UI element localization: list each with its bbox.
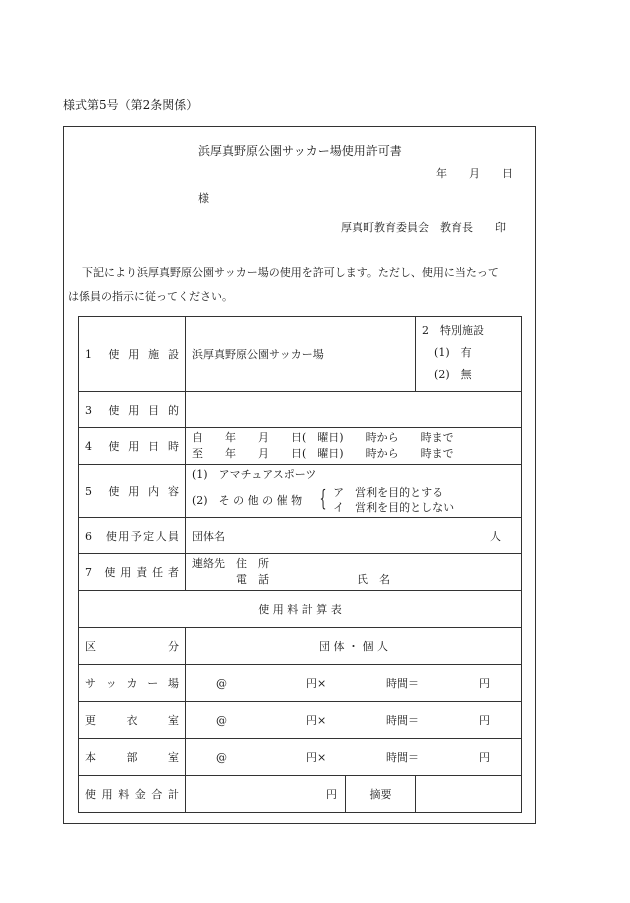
datetime-label: 4 使 用 日 時 (79, 428, 186, 465)
datetime-to: 至 年 月 日( 曜日) 時から 時まで (192, 447, 454, 460)
fee-hours: 時間＝ (386, 714, 419, 727)
fee-hours: 時間＝ (386, 677, 419, 690)
fee-at: @ (216, 676, 227, 690)
remarks-value[interactable] (416, 776, 522, 813)
brace-icon: { (319, 487, 327, 512)
responsible-label: 7 使 用 責 任 者 (79, 554, 186, 591)
people-value[interactable] (186, 518, 522, 554)
fee-item-calc[interactable] (186, 702, 522, 739)
responsible-value[interactable] (186, 554, 522, 591)
row-people (79, 518, 522, 554)
fee-row-soccer (79, 665, 522, 702)
people-label: 6 使用予定人員 (79, 518, 186, 554)
fee-row-hq (79, 739, 522, 776)
fee-at: @ (216, 713, 227, 727)
resp-line-2: 電 話 氏 名 (192, 573, 390, 586)
row-content (79, 465, 522, 518)
resp-line-1: 連絡先 住 所 (192, 557, 269, 570)
content-2b: イ 営利を目的としない (333, 501, 455, 514)
fee-yen-per: 円× (306, 751, 327, 764)
fee-col-group: 団 体 ・ 個 人 (186, 628, 522, 665)
special-label: 2 特別施設 (422, 324, 485, 337)
fee-row-locker (79, 702, 522, 739)
fee-at: @ (216, 750, 227, 764)
people-unit: 人 (490, 529, 502, 543)
special-no: (2) 無 (434, 368, 472, 381)
fee-col-label: 区 分 (79, 628, 186, 665)
content-value[interactable] (186, 465, 522, 518)
special-yes: (1) 有 (434, 346, 472, 359)
fee-yen: 円 (479, 751, 490, 764)
addressee-suffix: 様 (198, 192, 209, 205)
remarks-text: 摘要 (369, 788, 392, 801)
fee-hours: 時間＝ (386, 751, 419, 764)
datetime-value[interactable] (186, 428, 522, 465)
intro-line-2: は係員の指示に従ってください。 (68, 290, 233, 303)
permit-table (78, 316, 522, 813)
row-responsible (79, 554, 522, 591)
row-facility (79, 317, 522, 392)
datetime-from: 自 年 月 日( 曜日) 時から 時まで (192, 431, 454, 444)
remarks-label (346, 776, 416, 813)
fee-yen: 円 (479, 714, 490, 727)
fee-yen: 円 (479, 677, 490, 690)
fee-item-calc[interactable] (186, 665, 522, 702)
form-number: 様式第5号（第2条関係） (63, 98, 199, 112)
fee-item-label: 本 部 室 (79, 739, 186, 776)
facility-value: 浜厚真野原公園サッカー場 (186, 317, 416, 392)
facility-label: 1 使 用 施 設 (79, 317, 186, 392)
intro-line-1: 下記により浜厚真野原公園サッカー場の使用を許可します。ただし、使用に当たって (82, 266, 499, 279)
content-1: (1) アマチュアスポーツ (192, 468, 317, 481)
fee-yen-per: 円× (306, 714, 327, 727)
content-2-options (333, 485, 454, 515)
fee-total-value[interactable]: 円 (186, 776, 346, 813)
row-datetime (79, 428, 522, 465)
row-purpose (79, 392, 522, 428)
fee-total-label: 使 用 料 金 合 計 (79, 776, 186, 813)
purpose-value[interactable] (186, 392, 522, 428)
page-title: 浜厚真野原公園サッカー場使用許可書 (198, 144, 402, 158)
fee-item-label: 更 衣 室 (79, 702, 186, 739)
content-label: 5 使 用 内 容 (79, 465, 186, 518)
row-fee-columns (79, 628, 522, 665)
content-2a: ア 営利を目的とする (333, 486, 444, 499)
fee-row-total (79, 776, 522, 813)
date-line: 年 月 日 (436, 167, 513, 180)
content-2: (2) そ の 他 の 催 物 (192, 493, 303, 507)
fee-yen-per: 円× (306, 677, 327, 690)
row-fee-header (79, 591, 522, 628)
purpose-label: 3 使 用 目 的 (79, 392, 186, 428)
issuer: 厚真町教育委員会 教育長 印 (341, 221, 506, 234)
fee-header: 使 用 料 計 算 表 (79, 591, 522, 628)
fee-item-label: サ ッ カ ー 場 (79, 665, 186, 702)
fee-item-calc[interactable] (186, 739, 522, 776)
special-facility-cell (416, 317, 522, 392)
people-group: 団体名 (192, 529, 225, 543)
